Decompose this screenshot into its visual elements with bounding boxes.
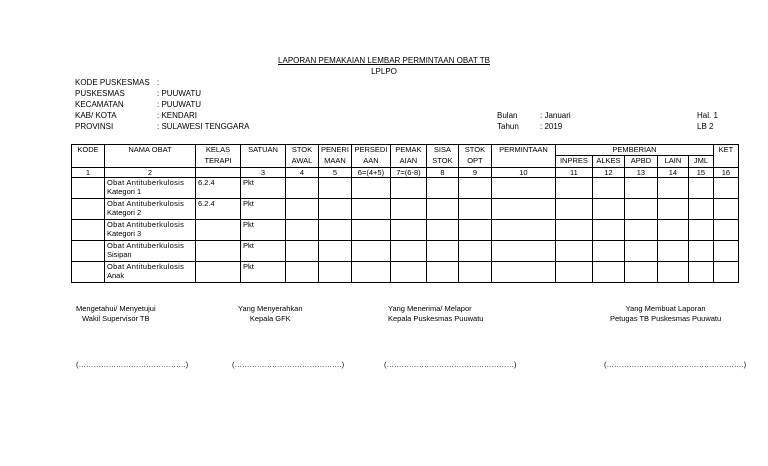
cell-empty [426,220,458,241]
cell-nama-obat [105,262,196,283]
info-value-kecamatan: : PUUWATU [157,100,201,109]
cell-empty [351,220,390,241]
col-sisa-2: STOK [426,156,458,168]
col-alkes: ALKES [592,156,624,168]
num-cell [196,168,241,178]
drug-name-line-2: Anak [107,271,125,280]
cell-empty [390,241,426,262]
cell-empty [592,262,624,283]
cell-empty [713,262,738,283]
cell-satuan: Pkt [241,178,286,199]
cell-empty [351,178,390,199]
drug-name-line-1: Obat Antituberkulosis [107,241,185,250]
col-kelas-2: TERAPI [196,156,241,168]
cell-empty [286,241,319,262]
num-cell: 3 [241,168,286,178]
cell-nama-obat [105,199,196,220]
cell-empty [624,220,657,241]
table-row [72,241,739,262]
num-cell: 9 [458,168,491,178]
signature-block-gfk [238,304,303,324]
col-pemberian: PEMBERIAN [555,145,713,156]
cell-empty [319,199,352,220]
num-cell: 14 [657,168,688,178]
col-stok-opt-2: OPT [458,156,491,168]
cell-satuan: Pkt [241,199,286,220]
cell-empty [426,199,458,220]
table-row [72,262,739,283]
cell-empty [426,178,458,199]
col-persediaan-2: AAN [351,156,390,168]
cell-nama-obat [105,178,196,199]
cell-empty [624,241,657,262]
num-cell: 15 [688,168,713,178]
signature-role: Yang Menyerahkan [238,304,303,313]
cell-empty [351,241,390,262]
report-title: LAPORAN PEMAKAIAN LEMBAR PERMINTAAN OBAT TB [278,56,490,65]
info-label-bulan: Bulan [497,111,518,120]
num-cell: 5 [319,168,352,178]
info-label-kode: KODE PUSKESMAS [75,78,150,87]
cell-empty [458,220,491,241]
column-number-row [72,168,739,178]
col-apbd: APBD [624,156,657,168]
cell-empty [390,220,426,241]
cell-nama-obat [105,220,196,241]
cell-empty [351,262,390,283]
info-label-kabkota: KAB/ KOTA [75,111,117,120]
cell-kode [72,199,105,220]
signature-title: Kepala GFK [249,314,291,323]
cell-empty [286,220,319,241]
signature-line-supervisor: (…………………………………….) [76,360,189,369]
num-cell: 4 [286,168,319,178]
signature-line-gfk: (…………………………………….) [232,360,345,369]
signature-role: Yang Menerima/ Melapor [388,304,472,313]
cell-empty [426,241,458,262]
cell-empty [555,199,592,220]
col-ket: KET [713,145,738,168]
col-lain: LAIN [657,156,688,168]
col-kode: KODE [72,145,105,168]
col-persediaan-1: PERSEDI [351,145,390,156]
cell-empty [286,199,319,220]
cell-kelas-terapi [196,220,241,241]
drug-name-line-2: Kategori 1 [107,187,142,196]
cell-empty [657,220,688,241]
cell-empty [688,178,713,199]
cell-empty [491,178,555,199]
signature-role: Yang Membuat Laporan [625,304,706,313]
cell-empty [390,178,426,199]
num-cell: 13 [624,168,657,178]
cell-empty [555,178,592,199]
info-value-provinsi: : SULAWESI TENGGARA [157,122,250,131]
cell-kode [72,262,105,283]
col-inpres: INPRES [555,156,592,168]
cell-empty [713,220,738,241]
cell-empty [624,262,657,283]
cell-empty [286,178,319,199]
signature-block-supervisor [76,304,156,324]
cell-empty [688,199,713,220]
info-label-tahun: Tahun [497,122,519,131]
cell-empty [624,178,657,199]
cell-empty [592,199,624,220]
cell-empty [491,241,555,262]
cell-empty [319,262,352,283]
cell-empty [390,199,426,220]
num-cell: 11 [555,168,592,178]
cell-empty [657,178,688,199]
cell-empty [657,262,688,283]
cell-empty [657,199,688,220]
info-label-provinsi: PROVINSI [75,122,114,131]
cell-empty [458,241,491,262]
table-row [72,178,739,199]
drug-name-line-1: Obat Antituberkulosis [107,262,185,271]
signature-block-petugas [610,304,721,324]
cell-kelas-terapi: 6.2.4 [196,199,241,220]
header-row-1 [72,145,739,156]
col-sisa-1: SISA [426,145,458,156]
cell-empty [458,178,491,199]
cell-empty [624,199,657,220]
page-number: Hal. 1 [697,111,718,120]
info-value-puskesmas: : PUUWATU [157,89,201,98]
col-penerimaan-1: PENERI [319,145,352,156]
signature-role: Mengetahui/ Menyetujui [76,304,156,313]
drug-name-line-2: Sisipan [107,250,132,259]
cell-empty [351,199,390,220]
col-stok-awal-1: STOK [286,145,319,156]
cell-kelas-terapi [196,241,241,262]
cell-empty [390,262,426,283]
col-nama-obat: NAMA OBAT [105,145,196,168]
cell-empty [713,199,738,220]
col-penerimaan-2: MAAN [319,156,352,168]
num-cell: 2 [105,168,196,178]
form-code: LB 2 [697,122,714,131]
signature-line-petugas: (……………………………………………….) [604,360,747,369]
num-cell: 16 [713,168,738,178]
cell-empty [688,220,713,241]
cell-empty [713,178,738,199]
cell-empty [555,241,592,262]
cell-kelas-terapi: 6.2.4 [196,178,241,199]
cell-empty [657,241,688,262]
cell-empty [555,262,592,283]
cell-kode [72,220,105,241]
col-jml: JML [688,156,713,168]
cell-empty [286,262,319,283]
signature-title: Wakil Supervisor TB [82,314,150,323]
signature-title: Petugas TB Puskesmas Puuwatu [610,314,722,323]
info-label-kecamatan: KECAMATAN [75,100,124,109]
drug-name-line-2: Kategori 2 [107,208,142,217]
cell-empty [592,220,624,241]
drug-name-line-1: Obat Antituberkulosis [107,178,185,187]
cell-kode [72,178,105,199]
info-value-kode: : [157,78,160,87]
cell-empty [713,241,738,262]
col-pemakaian-1: PEMAK [390,145,426,156]
col-stok-opt-1: STOK [458,145,491,156]
table-row [72,199,739,220]
cell-empty [319,220,352,241]
info-label-puskesmas: PUSKESMAS [75,89,125,98]
cell-empty [319,178,352,199]
cell-kelas-terapi [196,262,241,283]
drug-name-line-1: Obat Antituberkulosis [107,199,185,208]
info-value-kabkota: : KENDARI [157,111,198,120]
cell-empty [592,178,624,199]
cell-kode [72,241,105,262]
cell-satuan: Pkt [241,220,286,241]
cell-satuan: Pkt [241,262,286,283]
col-kelas-1: KELAS [196,145,241,156]
report-subtitle: LPLPO [371,67,397,76]
table-body [72,178,739,283]
signature-line-puskesmas: (……………………………………………) [384,360,517,369]
num-cell: 10 [491,168,555,178]
cell-empty [491,199,555,220]
num-cell: 7=(6-8) [390,168,426,178]
cell-empty [688,241,713,262]
col-satuan: SATUAN [241,145,286,168]
cell-empty [592,241,624,262]
lplpo-table [71,144,739,283]
num-cell: 6=(4+5) [351,168,390,178]
cell-empty [458,262,491,283]
cell-empty [491,262,555,283]
signature-title: Kepala Puskesmas Puuwatu [388,314,484,323]
drug-name-line-1: Obat Antituberkulosis [107,220,185,229]
cell-nama-obat [105,241,196,262]
cell-empty [688,262,713,283]
cell-empty [426,262,458,283]
col-pemakaian-2: AIAN [390,156,426,168]
num-cell: 1 [72,168,105,178]
cell-satuan: Pkt [241,241,286,262]
table-row [72,220,739,241]
col-stok-awal-2: AWAL [286,156,319,168]
info-value-tahun: : 2019 [540,122,563,131]
num-cell: 8 [426,168,458,178]
cell-empty [555,220,592,241]
num-cell: 12 [592,168,624,178]
cell-empty [458,199,491,220]
signature-block-puskesmas [388,304,483,324]
drug-name-line-2: Kategori 3 [107,229,142,238]
cell-empty [491,220,555,241]
cell-empty [319,241,352,262]
info-value-bulan: : Januari [540,111,571,120]
col-permintaan: PERMINTAAN [491,145,555,168]
